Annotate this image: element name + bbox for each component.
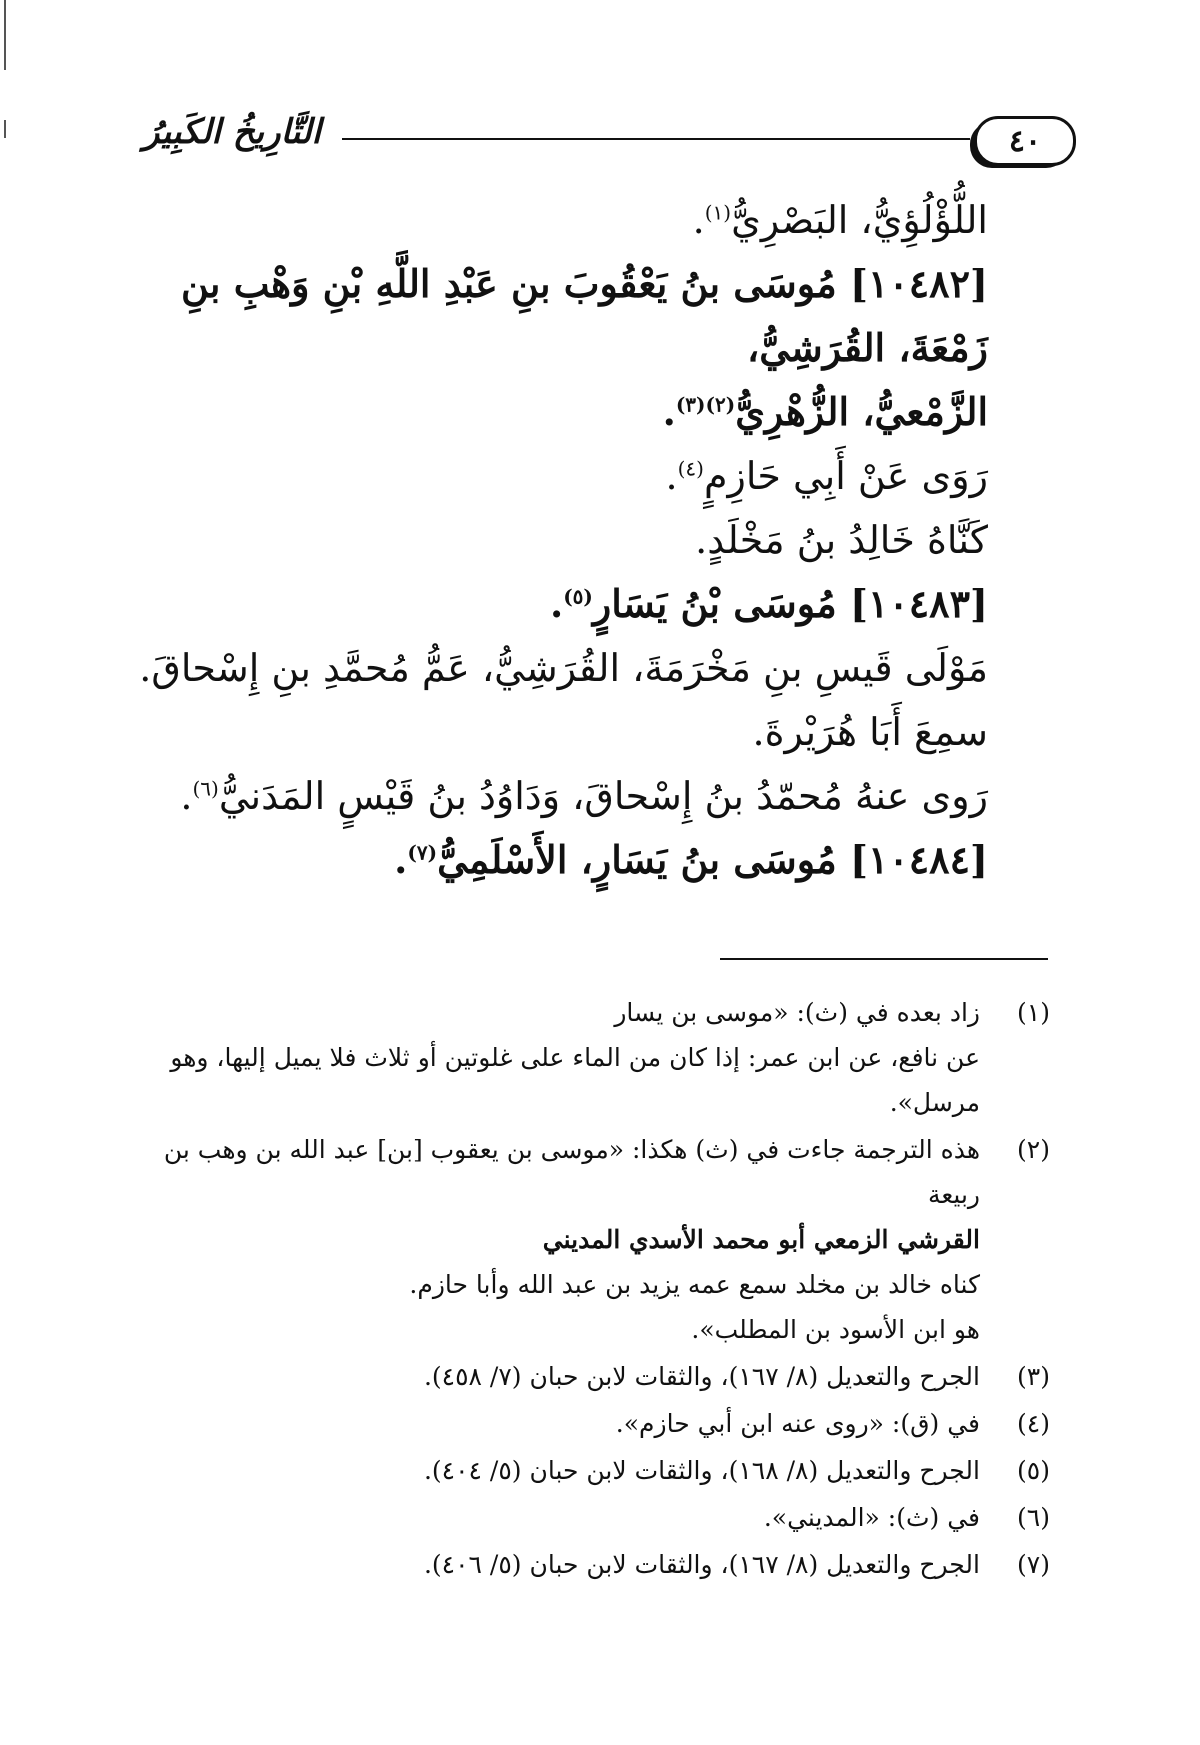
main-text-line	[132, 572, 988, 636]
main-text-line	[132, 444, 988, 508]
footnote-text: هذه الترجمة جاءت في (ث) هكذا: «موسى بن يعقوب [بن] عبد الله بن وهب بن ربيعة	[163, 1135, 980, 1209]
main-text-content: اللُّؤْلُؤِيُّ، البَصْرِيُّ	[731, 198, 988, 242]
footnote-separator	[720, 958, 1048, 960]
main-text-content: الزَّمْعيُّ، الزُّهْرِيُّ	[735, 389, 988, 434]
main-text-line	[132, 636, 988, 700]
line-terminator: .	[394, 837, 408, 882]
footnote-text: في (ث): «المديني».	[763, 1503, 980, 1532]
main-text-line	[132, 764, 988, 828]
main-text-line	[132, 188, 988, 252]
footnote-text: هو ابن الأسود بن المطلب».	[691, 1315, 980, 1344]
line-terminator: .	[549, 581, 564, 626]
footnote-reference[interactable]: (٥)	[563, 584, 593, 609]
footnote	[130, 1354, 1050, 1399]
footnote-text: في (ق): «روى عنه ابن أبي حازم».	[615, 1409, 980, 1438]
scan-edge-mark	[4, 120, 6, 138]
running-title: التَّارِيخُ الكَبِيرُ	[143, 112, 321, 152]
main-text-content: رَوَى عَنْ أَبِي حَازِمٍ	[703, 454, 988, 498]
main-text-line	[132, 508, 988, 572]
footnote-number: (٤)	[1017, 1409, 1050, 1438]
footnote-number: (١)	[1017, 998, 1050, 1027]
main-text-content: كَنَّاهُ خَالِدُ بنُ مَخْلَدٍ.	[695, 518, 988, 562]
footnote-text: الجرح والتعديل (٨/ ١٦٧)، والثقات لابن حبان (٧/ ٤٥٨).	[423, 1362, 980, 1391]
page-header	[132, 108, 1076, 168]
main-text-line	[132, 252, 988, 380]
footnote	[130, 990, 1050, 1125]
footnote-number: (٧)	[1017, 1550, 1050, 1579]
main-text-line	[132, 700, 988, 764]
footnote-number: (٥)	[1017, 1456, 1050, 1485]
page-number: ٤٠	[974, 116, 1076, 166]
main-text-content: [١٠٤٨٢] مُوسَى بنُ يَعْقُوبَ بنِ عَبْدِ اللَّهِ بْنِ وَهْبِ بنِ زَمْعَةَ، القُرَشِيُّ،	[180, 261, 988, 370]
footnote	[130, 1495, 1050, 1540]
footnote-text: زاد بعده في (ث): «موسى بن يسار	[614, 998, 980, 1027]
scan-edge-mark	[4, 0, 6, 70]
footnote-text: القرشي الزمعي أبو محمد الأسدي المديني	[542, 1225, 980, 1254]
footnote	[130, 1401, 1050, 1446]
footnote-text: الجرح والتعديل (٨/ ١٦٨)، والثقات لابن حبان (٥/ ٤٠٤).	[423, 1456, 980, 1485]
footnote-reference[interactable]: (٧)	[407, 840, 438, 865]
footnote-number: (٣)	[1017, 1362, 1050, 1391]
line-terminator: .	[662, 389, 676, 434]
footnote-text: عن نافع، عن ابن عمر: إذا كان من الماء على غلوتين أو ثلاث فلا يميل إليها، وهو	[170, 1043, 980, 1072]
main-text-line	[132, 828, 988, 892]
footnote-text: الجرح والتعديل (٨/ ١٦٧)، والثقات لابن حبان (٥/ ٤٠٦).	[423, 1550, 980, 1579]
footnote-number: (٢)	[1017, 1135, 1050, 1164]
footnote-text: مرسل».	[889, 1088, 980, 1117]
footnote-text: كناه خالد بن مخلد سمع عمه يزيد بن عبد الله وأبا حازم.	[409, 1270, 980, 1299]
main-text-content: مَوْلَى قَيسِ بنِ مَخْرَمَةَ، القُرَشِيُّ، عَمُّ مُحمَّدِ بنِ إِسْحاقَ.	[139, 646, 988, 690]
header-rule	[342, 138, 970, 140]
footnote-reference[interactable]: (٦)	[192, 776, 219, 801]
main-text-content: رَوى عنهُ مُحمّدُ بنُ إِسْحاقَ، وَدَاوُدُ بنُ قَيْسٍ المَدَنيُّ	[218, 774, 988, 818]
line-terminator: .	[180, 774, 193, 818]
footnote-number: (٦)	[1017, 1503, 1050, 1532]
main-text-line	[132, 380, 988, 444]
line-terminator: .	[665, 454, 678, 498]
footnotes	[130, 990, 1050, 1589]
line-terminator: .	[692, 198, 705, 242]
footnote	[130, 1448, 1050, 1493]
main-text	[132, 188, 988, 892]
footnote-reference[interactable]: (٢)(٣)	[675, 392, 736, 417]
main-text-content: سمِعَ أَبَا هُرَيْرةَ.	[752, 710, 988, 754]
main-text-content: [١٠٤٨٣] مُوسَى بْنُ يَسَارٍ	[592, 581, 988, 626]
main-text-content: [١٠٤٨٤] مُوسَى بنُ يَسَارٍ، الأَسْلَمِيُّ	[437, 837, 988, 882]
footnote	[130, 1542, 1050, 1587]
footnote-reference[interactable]: (٤)	[677, 456, 704, 481]
footnote	[130, 1127, 1050, 1352]
footnote-reference[interactable]: (١)	[704, 200, 732, 225]
